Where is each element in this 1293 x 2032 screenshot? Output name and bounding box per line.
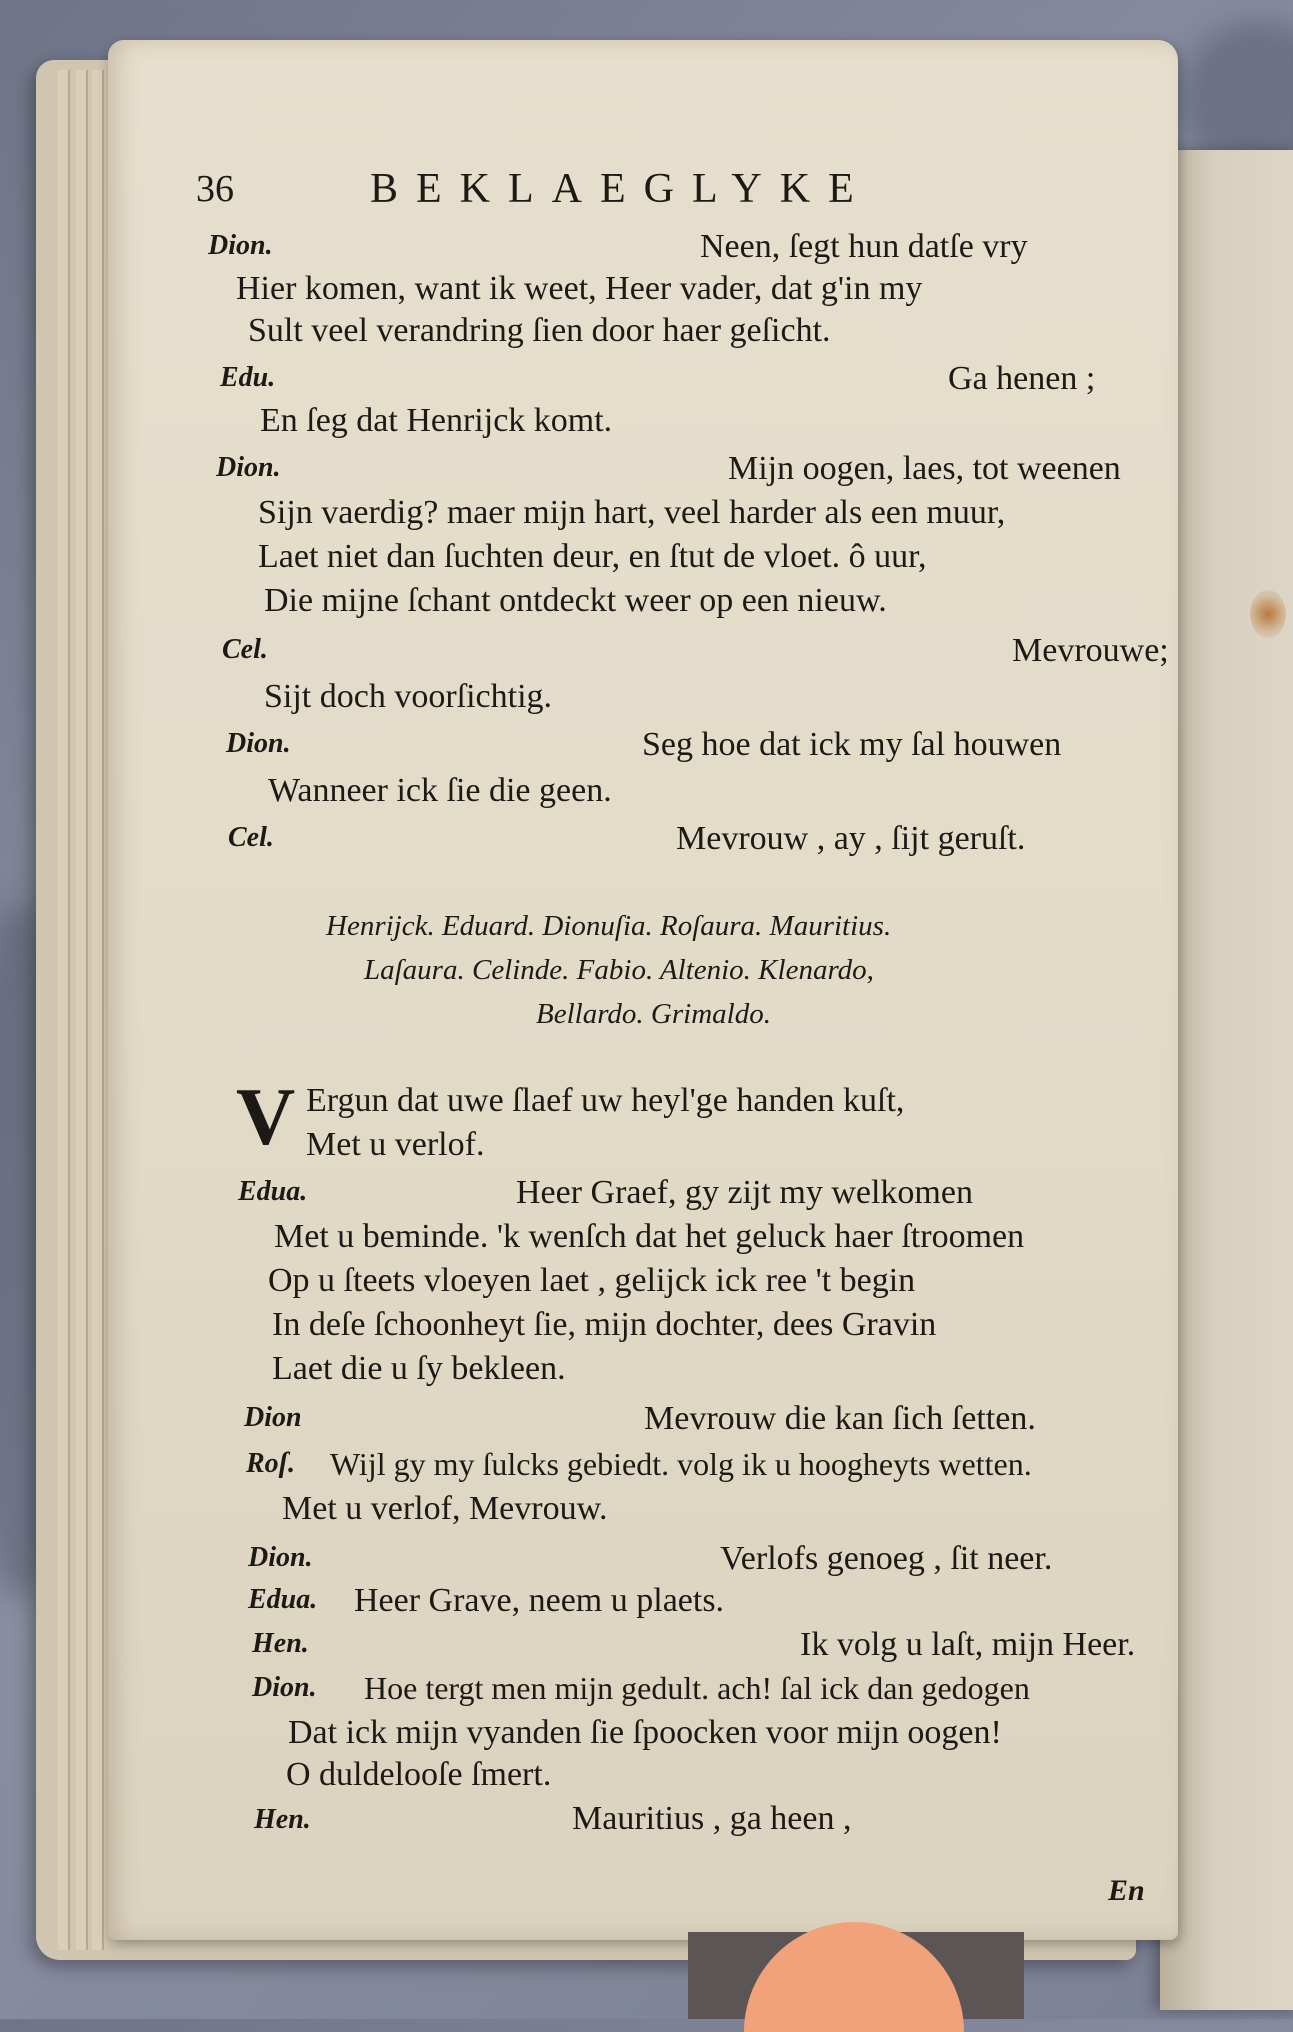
verse-line: Mijn oogen, laes, tot weenen <box>728 450 1121 487</box>
verse-line: Ik volg u laſt, mijn Heer. <box>800 1626 1136 1663</box>
verse-line: Seg hoe dat ick my ſal houwen <box>642 726 1062 763</box>
verse-line: Met u beminde. 'k wenſch dat het geluck haer ſtroomen <box>274 1218 1025 1255</box>
verse-line: Met u verlof, Mevrouw. <box>282 1490 608 1527</box>
verse-line: Dat ick mijn vyanden ſie ſpoocken voor mijn oogen! <box>288 1714 1002 1751</box>
verse-line: Neen, ſegt hun datſe vry <box>700 228 1028 265</box>
speaker-label: Dion. <box>248 1542 313 1573</box>
speaker-label: Hen. <box>252 1628 309 1659</box>
verse-line: Wanneer ick ſie die geen. <box>268 772 612 809</box>
speaker-label: Roſ. <box>246 1448 295 1479</box>
verse-line: O duldelooſe ſmert. <box>286 1756 552 1793</box>
speaker-label: Dion. <box>208 230 273 261</box>
speaker-label: Dion. <box>252 1672 317 1703</box>
speaker-label: Hen. <box>254 1804 311 1835</box>
speaker-label: Dion. <box>216 452 281 483</box>
verse-line: Sult veel verandring ſien door haer geſicht. <box>248 312 831 349</box>
facing-page <box>1160 150 1293 2010</box>
speaker-label: Dion. <box>226 728 291 759</box>
verse-line: Sijt doch voorſichtig. <box>264 678 553 715</box>
verse-line: Sijn vaerdig? maer mijn hart, veel harder als een muur, <box>258 494 1006 531</box>
verse-line: Heer Grave, neem u plaets. <box>354 1582 725 1619</box>
verse-line: Mauritius , ga heen , <box>572 1800 852 1837</box>
cast-list-line: Laſaura. Celinde. Fabio. Altenio. Klenardo, <box>364 954 874 986</box>
verse-line: In deſe ſchoonheyt ſie, mijn dochter, dees Gravin <box>272 1306 937 1343</box>
speaker-label: Dion <box>244 1402 302 1433</box>
verse-line: Ga henen ; <box>948 360 1096 397</box>
verse-line: Hoe tergt men mijn gedult. ach! ſal ick dan gedogen <box>364 1670 1030 1706</box>
page-edges <box>58 70 70 1950</box>
verse-line: Met u verlof. <box>306 1126 485 1163</box>
verse-line: Mevrouwe; <box>1012 632 1169 669</box>
cast-list-line: Henrijck. Eduard. Dionuſia. Roſaura. Mauritius. <box>326 910 892 942</box>
speaker-label: Edua. <box>238 1176 308 1207</box>
speaker-label: Cel. <box>228 822 274 853</box>
verse-line: Verlofs genoeg , ſit neer. <box>720 1540 1053 1577</box>
verse-line: Op u ſteets vloeyen laet , gelijck ick ree 't begin <box>268 1262 916 1299</box>
verse-line: Heer Graef, gy zijt my welkomen <box>516 1174 973 1211</box>
speaker-label: Edua. <box>248 1584 318 1615</box>
foxing-stain <box>1250 590 1286 638</box>
verse-line: En ſeg dat Henrijck komt. <box>260 402 613 439</box>
catchword: En <box>1108 1874 1145 1907</box>
drop-capital: V <box>236 1071 296 1162</box>
page-edges <box>76 70 88 1950</box>
speaker-label: Edu. <box>220 362 276 393</box>
verse-line: Laet die u ſy bekleen. <box>272 1350 566 1387</box>
book-page <box>108 40 1178 1940</box>
running-title: BEKLAEGLYKE <box>370 166 872 212</box>
cast-list-line: Bellardo. Grimaldo. <box>536 998 771 1030</box>
verse-line: Ergun dat uwe ſlaef uw heyl'ge handen kuſt, <box>306 1082 905 1119</box>
verse-line: Die mijne ſchant ontdeckt weer op een nieuw. <box>264 582 887 619</box>
verse-line: Laet niet dan ſuchten deur, en ſtut de vloet. ô uur, <box>258 538 927 575</box>
verse-line: Mevrouw die kan ſich ſetten. <box>644 1400 1036 1437</box>
verse-line: Wijl gy my ſulcks gebiedt. volg ik u hoogheyts wetten. <box>330 1446 1032 1482</box>
verse-line: Mevrouw , ay , ſijt geruſt. <box>676 820 1026 857</box>
page-number: 36 <box>196 168 234 210</box>
page-edges <box>92 70 104 1950</box>
speaker-label: Cel. <box>222 634 268 665</box>
verse-line: Hier komen, want ik weet, Heer vader, dat g'in my <box>236 270 923 307</box>
